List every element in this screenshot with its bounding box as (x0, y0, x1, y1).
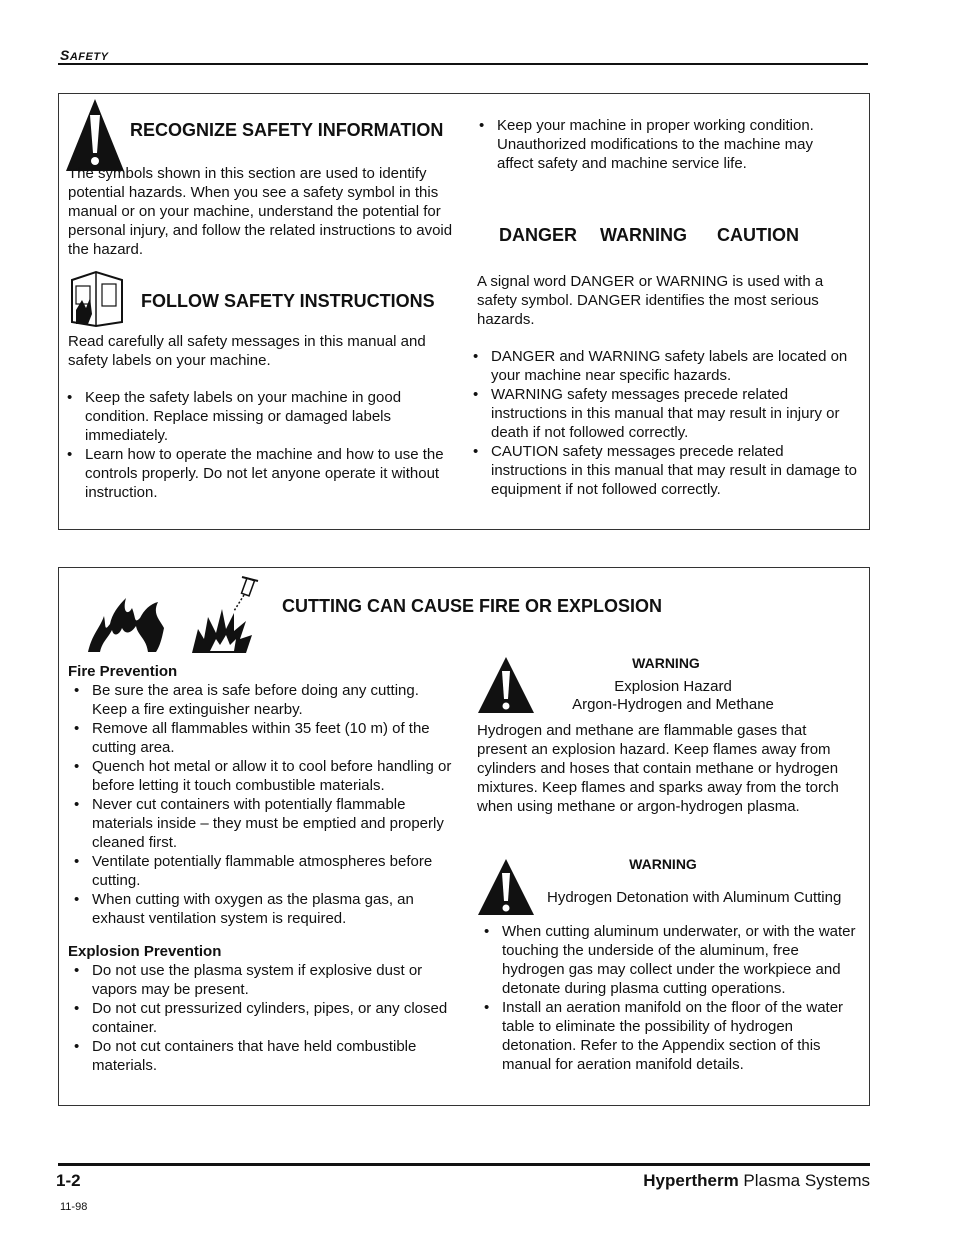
warning-triangle-icon (476, 857, 536, 917)
list-item: • WARNING safety messages precede related instructions in this manual that may result in injury or death if not followed correctly. (491, 385, 861, 442)
list-item: • Do not use the plasma system if explosive dust or vapors may be present. (92, 961, 452, 999)
footer-rule (58, 1163, 870, 1166)
list-item: • Keep the safety labels on your machine in good condition. Replace missing or damaged labels immediately. (85, 388, 445, 445)
page-number: 1-2 (56, 1171, 81, 1190)
warning1-line2: Argon-Hydrogen and Methane (572, 696, 774, 713)
warning2-bullets (502, 922, 862, 1074)
fire-prevention-heading: Fire Prevention (68, 663, 178, 680)
signal-word-danger: DANGER (499, 225, 578, 245)
list-item: • Remove all flammables within 35 feet (10 m) of the cutting area. (92, 719, 454, 757)
list-item: • Learn how to operate the machine and how to use the controls properly. Do not let anyone operate it without instruction. (85, 445, 445, 502)
signal-word-body: A signal word DANGER or WARNING is used with a safety symbol. DANGER identifies the most serious hazards. (477, 273, 824, 328)
list-item: • Ventilate potentially flammable atmospheres before cutting. (92, 852, 454, 890)
list-item: • Do not cut containers that have held combustible materials. (92, 1037, 452, 1075)
section-header-rest: AFETY (69, 51, 109, 63)
machine-condition-bullet (497, 116, 842, 173)
list-item: • CAUTION safety messages precede related instructions in this manual that may result in damage to equipment if not followed correctly. (491, 442, 861, 499)
fire-explosion-title: CUTTING CAN CAUSE FIRE OR EXPLOSION (282, 596, 663, 616)
list-item: • DANGER and WARNING safety labels are located on your machine near specific hazards. (491, 347, 861, 385)
footer-brand (643, 1171, 870, 1191)
revision-date: 11-98 (60, 1201, 88, 1213)
warning2-label: WARNING (629, 856, 697, 872)
list-item: • Do not cut pressurized cylinders, pipes, or any closed container. (92, 999, 452, 1037)
list-item: • Never cut containers with potentially flammable materials inside – they must be emptied and properly cleaned first. (92, 795, 454, 852)
warning1-label: WARNING (632, 655, 700, 671)
signal-bullets (491, 347, 861, 499)
header-rule (58, 63, 868, 65)
recognize-title: RECOGNIZE SAFETY INFORMATION (130, 120, 444, 140)
list-item: • Quench hot metal or allow it to cool before handling or before letting it touch combustible materials. (92, 757, 454, 795)
list-item: • Keep your machine in proper working condition. Unauthorized modifications to the machine may affect safety and machine service life. (497, 116, 842, 173)
follow-bullets (85, 388, 445, 502)
section-header (60, 47, 108, 63)
explosion-spark-icon (190, 573, 262, 655)
follow-title: FOLLOW SAFETY INSTRUCTIONS (141, 291, 435, 311)
recognize-body: The symbols shown in this section are used to identify potential hazards. When you see a safety symbol in this manual or on your machine, understand the potential for personal injury, and follow the related instructions to avoid the hazard. (68, 165, 453, 258)
follow-body: Read carefully all safety messages in this manual and safety labels on your machine. (68, 333, 426, 369)
warning2-line1: Hydrogen Detonation with Aluminum Cutting (547, 889, 842, 906)
warning1-line1: Explosion Hazard (614, 678, 732, 695)
list-item: • Install an aeration manifold on the floor of the water table to eliminate the possibility of hydrogen detonation. Refer to the Appendix section of this manual for aeration manifold details. (502, 998, 862, 1074)
list-item: • Be sure the area is safe before doing any cutting. Keep a fire extinguisher nearby. (92, 681, 454, 719)
signal-word-caution: CAUTION (717, 225, 799, 245)
fire-prevention-bullets (92, 681, 454, 928)
section-header-initial: S (60, 47, 70, 63)
explosion-prevention-heading: Explosion Prevention (68, 943, 222, 960)
brand-suffix: Plasma Systems (738, 1171, 870, 1190)
warning-triangle-icon (64, 97, 126, 173)
signal-word-warning: WARNING (600, 225, 687, 245)
warning-triangle-icon (476, 655, 536, 715)
warning1-body: Hydrogen and methane are flammable gases that present an explosion hazard. Keep flames away from cylinders and hoses that contain methane or hydrogen mixtures. Keep flames and sparks away from the torch when using methane or argon-hydrogen plasma. (477, 722, 839, 815)
list-item: • When cutting aluminum underwater, or with the water touching the underside of the aluminum, free hydrogen gas may collect under the workpiece and detonate during plasma cutting operations. (502, 922, 862, 998)
fire-icon (86, 594, 166, 654)
brand-name: Hypertherm (643, 1171, 739, 1190)
explosion-prevention-bullets (92, 961, 452, 1075)
list-item: • When cutting with oxygen as the plasma gas, an exhaust ventilation system is required. (92, 890, 454, 928)
instruction-manual-hand-icon (66, 270, 128, 328)
